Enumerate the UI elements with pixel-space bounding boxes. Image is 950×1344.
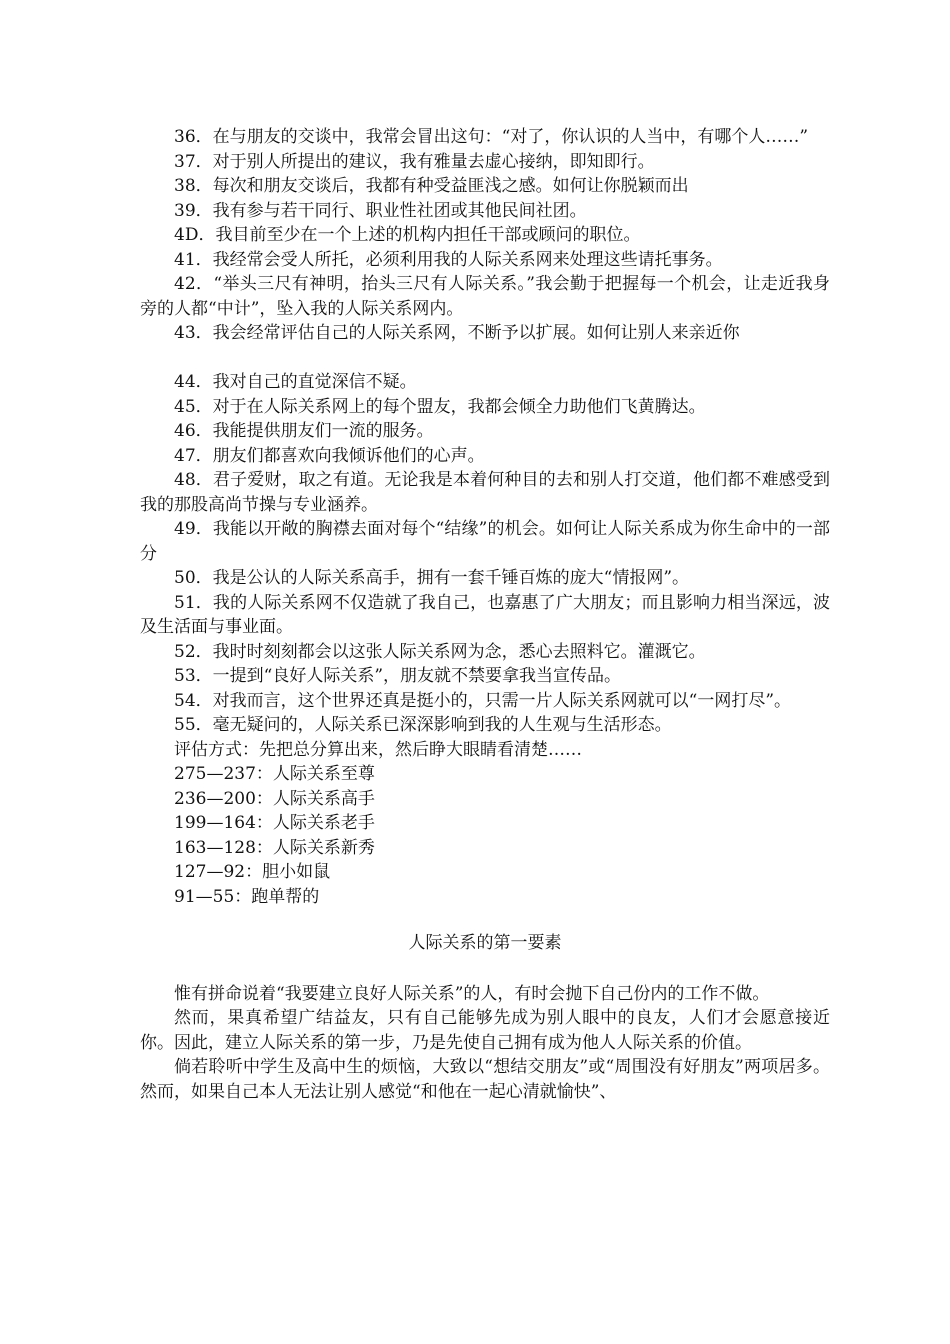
question-item: 38．每次和朋友交谈后，我都有种受益匪浅之感。如何让你脱颖而出	[174, 176, 689, 196]
question-item: 54．对我而言，这个世界还真是挺小的，只需一片人际关系网就可以“一网打尽”。	[174, 690, 792, 711]
body-paragraph: 惟有拼命说着“我要建立良好人际关系”的人，有时会抛下自己份内的工作不做。	[174, 983, 770, 1004]
body-paragraph: 倘若聆听中学生及高中生的烦恼，大致以“想结交朋友”或“周围没有好朋友”两项居多。然而，如果自己本人无法让别人感觉“和他在一起心清就愉快”、	[140, 1057, 830, 1102]
score-range: 275—237：人际关系至尊	[174, 764, 375, 784]
section-body	[140, 982, 830, 1105]
evaluation-intro: 评估方式：先把总分算出来，然后睁大眼睛看清楚……	[174, 739, 582, 760]
question-item: 48．君子爱财，取之有道。无论我是本着何种目的去和别人打交道，他们都不难感受到我的那股高尚节操与专业涵养。	[140, 470, 830, 515]
score-range: 199—164：人际关系老手	[174, 813, 375, 833]
question-item: 47．朋友们都喜欢向我倾诉他们的心声。	[174, 445, 485, 466]
document-page	[140, 125, 830, 1104]
score-range: 236—200：人际关系高手	[174, 788, 375, 809]
question-item: 36．在与朋友的交谈中，我常会冒出这句：“对了，你认识的人当中，有哪个人……”	[174, 127, 809, 147]
question-item: 52．我时时刻刻都会以这张人际关系网为念，悉心去照料它。灌溉它。	[174, 641, 706, 662]
evaluation-block	[140, 738, 830, 910]
question-item: 4D．我目前至少在一个上述的机构内担任干部或顾问的职位。	[174, 225, 641, 245]
question-item: 45．对于在人际关系网上的每个盟友，我都会倾全力助他们飞黄腾达。	[174, 396, 706, 417]
section-title: 人际关系的第一要素	[408, 933, 562, 953]
question-item: 50．我是公认的人际关系高手，拥有一套千锤百炼的庞大“情报网”。	[174, 568, 690, 588]
question-item: 37．对于别人所提出的建议，我有雅量去虚心接纳，即知即行。	[174, 151, 655, 172]
question-item: 43．我会经常评估自己的人际关系网，不断予以扩展。如何让别人来亲近你	[174, 323, 740, 343]
question-item: 49．我能以开敞的胸襟去面对每个“结缘”的机会。如何让人际关系成为你生命中的一部分	[140, 519, 830, 564]
question-item: 42．“举头三尺有神明，抬头三尺有人际关系。”我会勤于把握每一个机会，让走近我身旁的人都“中计”，坠入我的人际关系网内。	[140, 274, 830, 319]
question-item: 55．毫无疑问的，人际关系已深深影响到我的人生观与生活形态。	[174, 715, 672, 735]
score-range: 91—55：跑单帮的	[174, 886, 320, 907]
body-paragraph: 然而，果真希望广结益友，只有自己能够先成为别人眼中的良友，人们才会愿意接近你。因此，建立人际关系的第一步，乃是先使自己拥有成为他人人际关系的价值。	[140, 1008, 830, 1053]
question-item: 44．我对自己的直觉深信不疑。	[174, 372, 417, 392]
question-item: 41．我经常会受人所托，必须利用我的人际关系网来处理这些请托事务。	[174, 249, 723, 270]
score-range: 163—128：人际关系新秀	[174, 837, 375, 858]
question-list	[140, 125, 830, 738]
question-item: 46．我能提供朋友们一流的服务。	[174, 421, 434, 441]
score-range: 127—92：胆小如鼠	[174, 862, 331, 882]
question-item: 53．一提到“良好人际关系”，朋友就不禁要拿我当宣传品。	[174, 666, 622, 686]
question-item: 51．我的人际关系网不仅造就了我自己，也嘉惠了广大朋友；而且影响力相当深远，波及生活面与事业面。	[140, 592, 830, 637]
question-item: 39．我有参与若干同行、职业性社团或其他民间社团。	[174, 200, 587, 221]
